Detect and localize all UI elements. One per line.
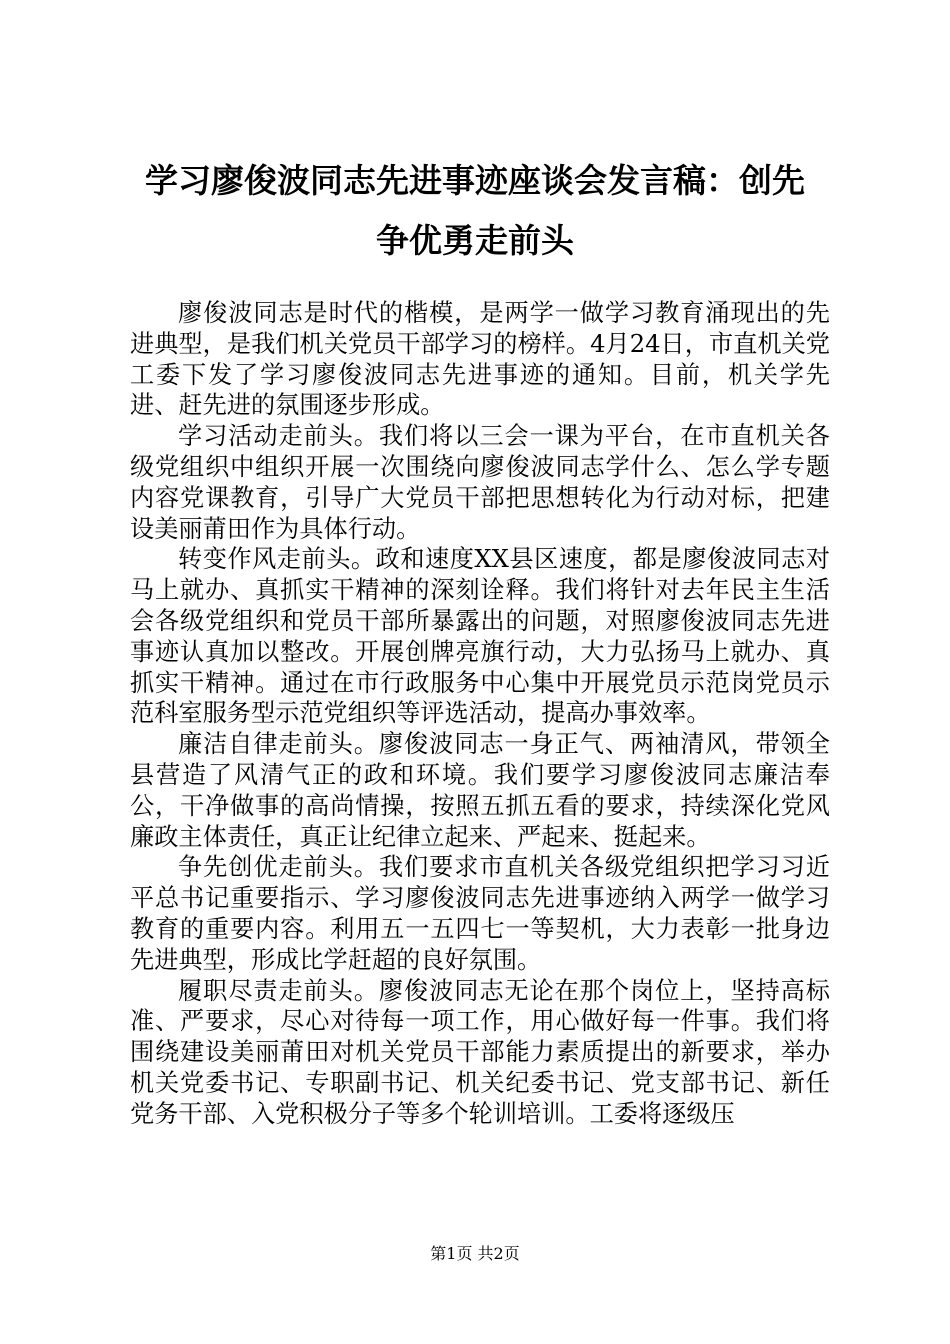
paragraph-integrity: 廉洁自律走前头。廖俊波同志一身正气、两袖清风，带领全县营造了风清气正的政和环境。我们要学习廖俊波同志廉洁奉公，干净做事的高尚情操，按照五抓五看的要求，持续深化党风廉政主体责任，真正让纪律立起来、严起来、挺起来。 bbox=[130, 730, 830, 851]
paragraph-work-style: 转变作风走前头。政和速度XX县区速度，都是廖俊波同志对马上就办、真抓实干精神的深刻诠释。我们将针对去年民主生活会各级党组织和党员干部所暴露出的问题，对照廖俊波同志先进事迹认真加以整改。开展创牌亮旗行动，大力弘扬马上就办、真抓实干精神。通过在市行政服务中心集中开展党员示范岗党员示范科室服务型示范党组织等评选活动，提高办事效率。 bbox=[130, 545, 830, 728]
paragraph-intro: 廖俊波同志是时代的楷模，是两学一做学习教育涌现出的先进典型，是我们机关党员干部学习的榜样。4月24日，市直机关党工委下发了学习廖俊波同志先进事迹的通知。目前，机关学先进、赶先进的氛围逐步形成。 bbox=[130, 299, 830, 420]
document-title-line-1: 学习廖俊波同志先进事迹座谈会发言稿：创先 bbox=[145, 161, 805, 200]
paragraph-duty: 履职尽责走前头。廖俊波同志无论在那个岗位上，坚持高标准、严要求，尽心对待每一项工作，用心做好每一件事。我们将围绕建设美丽莆田对机关党员干部能力素质提出的新要求，举办机关党委书记、专职副书记、机关纪委书记、党支部书记、新任党务干部、入党积极分子等多个轮训培训。工委将逐级压 bbox=[130, 976, 830, 1128]
paragraph-excellence: 争先创优走前头。我们要求市直机关各级党组织把学习习近平总书记重要指示、学习廖俊波同志先进事迹纳入两学一做学习教育的重要内容。利用五一五四七一等契机，大力表彰一批身边先进典型，形成比学赶超的良好氛围。 bbox=[130, 853, 830, 974]
document-body bbox=[130, 298, 830, 1130]
document-title-line-2: 争优勇走前头 bbox=[376, 221, 574, 260]
paragraph-study-activities: 学习活动走前头。我们将以三会一课为平台，在市直机关各级党组织中组织开展一次围绕向廖俊波同志学什么、怎么学专题内容党课教育，引导广大党员干部把思想转化为行动对标，把建设美丽莆田作为具体行动。 bbox=[130, 422, 830, 543]
page-number-footer: 第1页 共2页 bbox=[430, 1244, 520, 1263]
